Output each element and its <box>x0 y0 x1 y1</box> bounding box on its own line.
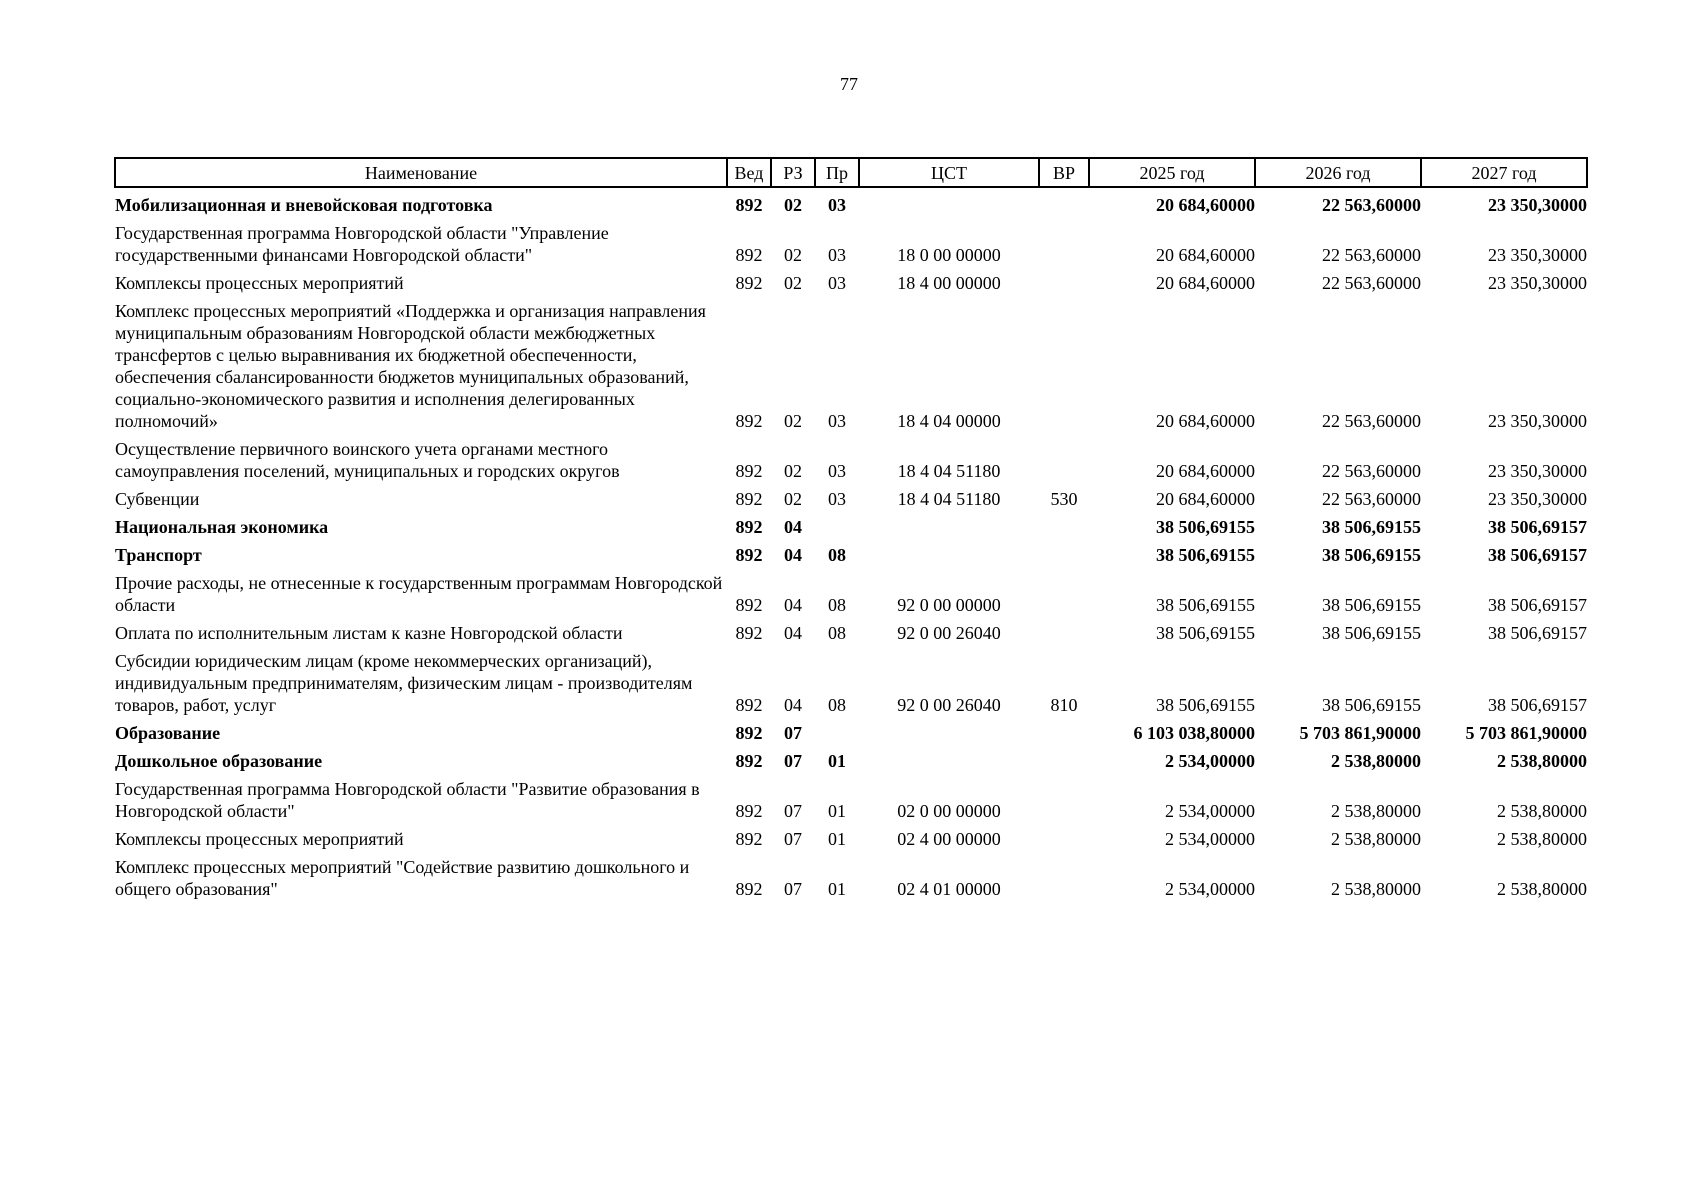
row-pr: 03 <box>828 245 846 265</box>
row-name: Образование <box>115 723 221 743</box>
row-rz: 02 <box>784 273 802 293</box>
row-value-2025: 2 534,00000 <box>1165 751 1255 771</box>
row-value-2026: 38 506,69155 <box>1322 623 1421 643</box>
row-value-2027: 23 350,30000 <box>1488 461 1587 481</box>
row-vr: 530 <box>1050 489 1078 509</box>
row-value-2025: 20 684,60000 <box>1156 461 1255 481</box>
row-value-2027: 38 506,69157 <box>1488 517 1587 537</box>
header-cst: ЦСТ <box>859 158 1039 187</box>
row-value-2025: 38 506,69155 <box>1156 545 1255 565</box>
row-value-2025: 20 684,60000 <box>1156 489 1255 509</box>
table-row <box>115 570 1587 620</box>
table-row <box>115 620 1587 648</box>
row-rz: 04 <box>784 595 802 615</box>
row-rz: 07 <box>784 723 802 743</box>
row-pr: 03 <box>828 273 846 293</box>
row-pr: 03 <box>828 489 846 509</box>
row-vr <box>1039 720 1089 748</box>
row-cst: 92 0 00 26040 <box>897 623 1001 643</box>
page-number: 77 <box>840 74 858 94</box>
row-value-2027: 2 538,80000 <box>1497 801 1587 821</box>
header-pr: Пр <box>815 158 859 187</box>
row-name: Комплексы процессных мероприятий <box>115 273 404 293</box>
row-value-2027: 23 350,30000 <box>1488 411 1587 431</box>
row-cst: 92 0 00 00000 <box>897 595 1001 615</box>
row-value-2027: 38 506,69157 <box>1488 623 1587 643</box>
row-rz: 02 <box>784 461 802 481</box>
row-value-2026: 38 506,69155 <box>1322 545 1421 565</box>
row-rz: 02 <box>784 489 802 509</box>
row-name: Субсидии юридическим лицам (кроме некоммерческих организаций), индивидуальным предпринимателям, физическим лицам - производителям товаров, работ, услуг <box>115 651 693 715</box>
row-vr <box>1039 270 1089 298</box>
row-rz: 02 <box>784 195 802 215</box>
row-value-2027: 23 350,30000 <box>1488 489 1587 509</box>
row-pr: 01 <box>828 829 846 849</box>
row-cst: 02 4 00 00000 <box>897 829 1001 849</box>
row-value-2025: 2 534,00000 <box>1165 829 1255 849</box>
table-row <box>115 648 1587 720</box>
row-value-2026: 5 703 861,90000 <box>1299 723 1421 743</box>
row-ved: 892 <box>735 595 763 615</box>
row-value-2027: 2 538,80000 <box>1497 879 1587 899</box>
row-value-2025: 20 684,60000 <box>1156 195 1255 215</box>
row-ved: 892 <box>735 801 763 821</box>
header-2025: 2025 год <box>1089 158 1255 187</box>
table-row <box>115 514 1587 542</box>
row-value-2026: 22 563,60000 <box>1322 245 1421 265</box>
row-cst <box>859 187 1039 220</box>
row-cst: 02 0 00 00000 <box>897 801 1001 821</box>
row-value-2027: 23 350,30000 <box>1488 273 1587 293</box>
row-name: Государственная программа Новгородской области "Управление государственными финансами Новгородской области" <box>115 223 609 265</box>
row-value-2025: 20 684,60000 <box>1156 411 1255 431</box>
row-name: Комплекс процессных мероприятий «Поддержка и организация направления муниципальным образованиям Новгородской области межбюджетных трансфертов с целью выравнивания их бюджетной обеспеченности, обеспечения сбалансированности бюджетов муниципальных образований, социально-экономического развития и исполнения делегированных полномочий» <box>115 301 706 431</box>
row-value-2026: 2 538,80000 <box>1331 879 1421 899</box>
row-cst: 18 0 00 00000 <box>897 245 1001 265</box>
row-value-2025: 38 506,69155 <box>1156 517 1255 537</box>
row-vr: 810 <box>1050 695 1078 715</box>
row-name: Субвенции <box>115 489 200 509</box>
row-ved: 892 <box>735 723 763 743</box>
row-value-2026: 2 538,80000 <box>1331 829 1421 849</box>
row-value-2026: 22 563,60000 <box>1322 273 1421 293</box>
row-pr: 03 <box>828 195 846 215</box>
row-value-2025: 38 506,69155 <box>1156 695 1255 715</box>
row-name: Осуществление первичного воинского учета органами местного самоуправления поселений, муниципальных и городских округов <box>115 439 620 481</box>
row-pr: 08 <box>828 623 846 643</box>
row-rz: 04 <box>784 517 802 537</box>
row-pr: 01 <box>828 879 846 899</box>
row-name: Комплексы процессных мероприятий <box>115 829 404 849</box>
header-2026: 2026 год <box>1255 158 1421 187</box>
row-pr: 03 <box>828 411 846 431</box>
row-vr <box>1039 854 1089 904</box>
row-value-2025: 38 506,69155 <box>1156 595 1255 615</box>
row-ved: 892 <box>735 879 763 899</box>
row-ved: 892 <box>735 195 763 215</box>
row-name: Дошкольное образование <box>115 751 323 771</box>
row-cst: 18 4 00 00000 <box>897 273 1001 293</box>
row-rz: 07 <box>784 879 802 899</box>
row-pr: 01 <box>828 801 846 821</box>
row-ved: 892 <box>735 273 763 293</box>
row-value-2027: 2 538,80000 <box>1497 751 1587 771</box>
row-cst: 18 4 04 51180 <box>897 461 1001 481</box>
row-value-2026: 38 506,69155 <box>1322 517 1421 537</box>
header-name: Наименование <box>115 158 727 187</box>
row-value-2026: 22 563,60000 <box>1322 489 1421 509</box>
table-row <box>115 542 1587 570</box>
row-rz: 02 <box>784 245 802 265</box>
row-ved: 892 <box>735 695 763 715</box>
row-ved: 892 <box>735 489 763 509</box>
row-ved: 892 <box>735 623 763 643</box>
row-cst: 02 4 01 00000 <box>897 879 1001 899</box>
row-value-2026: 38 506,69155 <box>1322 595 1421 615</box>
table-row <box>115 298 1587 436</box>
table-row <box>115 720 1587 748</box>
table-row <box>115 187 1587 220</box>
table-row <box>115 486 1587 514</box>
table-row <box>115 854 1587 904</box>
row-value-2027: 38 506,69157 <box>1488 595 1587 615</box>
row-value-2026: 38 506,69155 <box>1322 695 1421 715</box>
row-ved: 892 <box>735 829 763 849</box>
row-value-2027: 23 350,30000 <box>1488 195 1587 215</box>
row-value-2026: 2 538,80000 <box>1331 801 1421 821</box>
budget-table <box>114 157 1588 904</box>
row-value-2025: 38 506,69155 <box>1156 623 1255 643</box>
row-pr: 08 <box>828 595 846 615</box>
table-row <box>115 776 1587 826</box>
table-body <box>115 187 1587 904</box>
row-value-2025: 2 534,00000 <box>1165 801 1255 821</box>
row-rz: 02 <box>784 411 802 431</box>
row-vr <box>1039 298 1089 436</box>
row-value-2025: 6 103 038,80000 <box>1133 723 1255 743</box>
row-pr: 08 <box>828 545 846 565</box>
row-pr <box>815 720 859 748</box>
row-rz: 04 <box>784 545 802 565</box>
row-vr <box>1039 748 1089 776</box>
row-vr <box>1039 570 1089 620</box>
row-cst <box>859 542 1039 570</box>
row-value-2025: 20 684,60000 <box>1156 273 1255 293</box>
table-row <box>115 436 1587 486</box>
row-rz: 04 <box>784 695 802 715</box>
row-name: Оплата по исполнительным листам к казне Новгородской области <box>115 623 623 643</box>
row-rz: 07 <box>784 829 802 849</box>
row-value-2026: 22 563,60000 <box>1322 195 1421 215</box>
row-value-2025: 20 684,60000 <box>1156 245 1255 265</box>
row-ved: 892 <box>735 545 763 565</box>
row-value-2026: 2 538,80000 <box>1331 751 1421 771</box>
row-vr <box>1039 620 1089 648</box>
row-cst <box>859 748 1039 776</box>
row-cst <box>859 720 1039 748</box>
header-ved: Вед <box>727 158 771 187</box>
row-cst: 18 4 04 51180 <box>897 489 1001 509</box>
row-vr <box>1039 220 1089 270</box>
row-value-2027: 2 538,80000 <box>1497 829 1587 849</box>
row-name: Транспорт <box>115 545 202 565</box>
table-header-row <box>115 158 1587 187</box>
row-vr <box>1039 826 1089 854</box>
row-cst: 18 4 04 00000 <box>897 411 1001 431</box>
row-value-2027: 38 506,69157 <box>1488 695 1587 715</box>
row-ved: 892 <box>735 461 763 481</box>
row-value-2026: 22 563,60000 <box>1322 411 1421 431</box>
row-name: Прочие расходы, не отнесенные к государственным программам Новгородской области <box>115 573 723 615</box>
header-vr: ВР <box>1039 158 1089 187</box>
table-row <box>115 220 1587 270</box>
row-vr <box>1039 187 1089 220</box>
row-vr <box>1039 776 1089 826</box>
row-vr <box>1039 514 1089 542</box>
row-cst: 92 0 00 26040 <box>897 695 1001 715</box>
row-name: Комплекс процессных мероприятий "Содействие развитию дошкольного и общего образования" <box>115 857 690 899</box>
row-value-2025: 2 534,00000 <box>1165 879 1255 899</box>
table-row <box>115 748 1587 776</box>
row-value-2027: 23 350,30000 <box>1488 245 1587 265</box>
row-pr: 01 <box>828 751 846 771</box>
row-pr: 08 <box>828 695 846 715</box>
table-row <box>115 826 1587 854</box>
row-name: Мобилизационная и вневойсковая подготовка <box>115 195 493 215</box>
row-cst <box>859 514 1039 542</box>
row-rz: 04 <box>784 623 802 643</box>
row-ved: 892 <box>735 245 763 265</box>
row-name: Национальная экономика <box>115 517 329 537</box>
row-value-2027: 38 506,69157 <box>1488 545 1587 565</box>
header-2027: 2027 год <box>1421 158 1587 187</box>
row-vr <box>1039 436 1089 486</box>
header-rz: РЗ <box>771 158 815 187</box>
row-value-2026: 22 563,60000 <box>1322 461 1421 481</box>
row-rz: 07 <box>784 801 802 821</box>
row-value-2027: 5 703 861,90000 <box>1465 723 1587 743</box>
row-ved: 892 <box>735 751 763 771</box>
row-pr: 03 <box>828 461 846 481</box>
row-name: Государственная программа Новгородской области "Развитие образования в Новгородской области" <box>115 779 700 821</box>
row-rz: 07 <box>784 751 802 771</box>
row-vr <box>1039 542 1089 570</box>
row-ved: 892 <box>735 517 763 537</box>
row-pr <box>815 514 859 542</box>
table-row <box>115 270 1587 298</box>
row-ved: 892 <box>735 411 763 431</box>
